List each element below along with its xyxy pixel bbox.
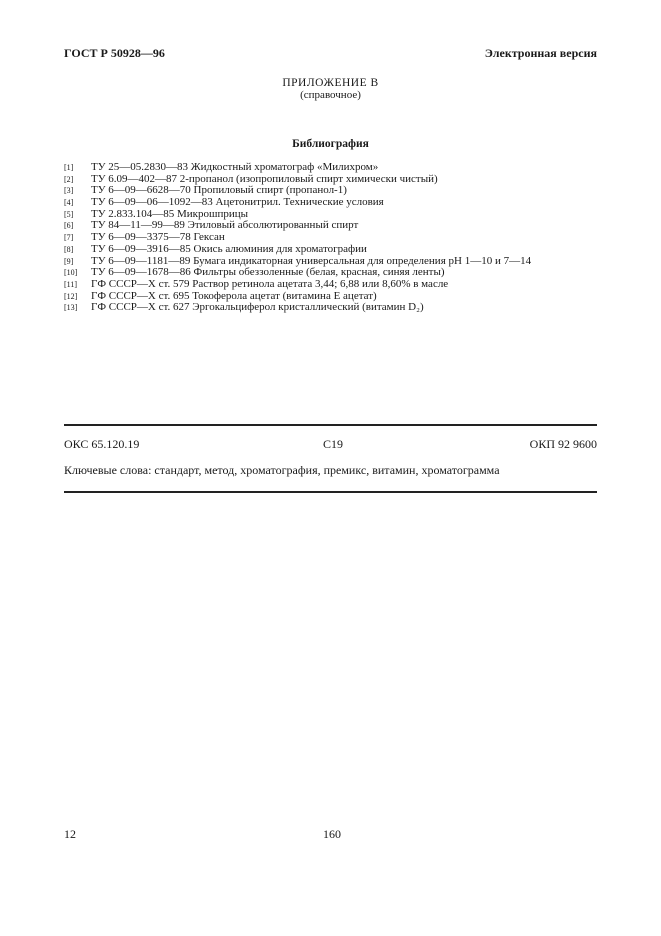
appendix-title: ПРИЛОЖЕНИЕ В <box>282 77 379 89</box>
item-number: [5] <box>64 209 74 219</box>
item-text: ГФ СССР—Х ст. 695 Токоферола ацетат (витамина Е ацетат) <box>91 289 377 302</box>
edition-label: Электронная версия <box>484 46 597 60</box>
appendix-subtitle: (справочное) <box>300 89 361 101</box>
bibliography-list <box>64 162 531 314</box>
item-number: [6] <box>64 221 74 231</box>
page-number-center: 160 <box>323 827 341 841</box>
bottom-divider <box>64 491 597 493</box>
item-text: ГФ СССР—Х ст. 579 Раствор ретинола ацетата 3,44; 6,88 или 8,60% в масле <box>91 277 449 290</box>
item-text: ТУ 6—09—1181—89 Бумага индикаторная универсальная для определения pH 1—10 и 7—14 <box>91 254 532 267</box>
oks-code: ОКС 65.120.19 <box>64 437 140 451</box>
item-text: ТУ 2.833.104—85 Микрошприцы <box>91 207 249 220</box>
keywords-line: Ключевые слова: стандарт, метод, хроматография, премикс, витамин, хроматограмма <box>64 463 500 477</box>
item-text: ГФ СССР—Х ст. 627 Эргокальциферол кристаллический (витамин D₂) <box>91 301 424 314</box>
item-text: ТУ 25—05.2830—83 Жидкостный хроматограф «Милихром» <box>91 161 379 173</box>
page-number-left: 12 <box>64 827 76 841</box>
standard-number: ГОСТ Р 50928—96 <box>64 46 165 60</box>
item-text: ТУ 6.09—402—87 2-пропанол (изопропиловый спирт химически чистый) <box>91 172 438 185</box>
bibliography-title: Библиография <box>292 138 369 150</box>
item-number: [8] <box>64 244 74 254</box>
item-number: [11] <box>64 279 78 289</box>
item-text: ТУ 6—09—1678—86 Фильтры обеззоленные (белая, красная, синяя ленты) <box>91 266 445 279</box>
item-number: [1] <box>64 163 74 172</box>
item-number: [7] <box>64 233 74 243</box>
item-text: ТУ 6—09—6628—70 Пропиловый спирт (пропанол-1) <box>91 184 347 197</box>
item-number: [4] <box>64 198 74 208</box>
okp-code: ОКП 92 9600 <box>529 437 597 451</box>
category-code: С19 <box>323 437 344 451</box>
item-text: ТУ 6—09—06—1092—83 Ацетонитрил. Технические условия <box>91 196 384 209</box>
item-text: ТУ 84—11—99—89 Этиловый абсолютированный спирт <box>91 219 359 232</box>
item-number: [2] <box>64 174 74 184</box>
bibliography-item <box>64 302 531 314</box>
item-text: ТУ 6—09—3375—78 Гексан <box>91 231 225 244</box>
item-number: [10] <box>64 268 78 278</box>
item-number: [13] <box>64 303 78 313</box>
item-number: [9] <box>64 256 74 266</box>
item-text: ТУ 6—09—3916—85 Окись алюминия для хроматографии <box>91 242 367 255</box>
item-number: [12] <box>64 291 78 301</box>
item-number: [3] <box>64 186 74 196</box>
top-divider <box>64 424 597 426</box>
